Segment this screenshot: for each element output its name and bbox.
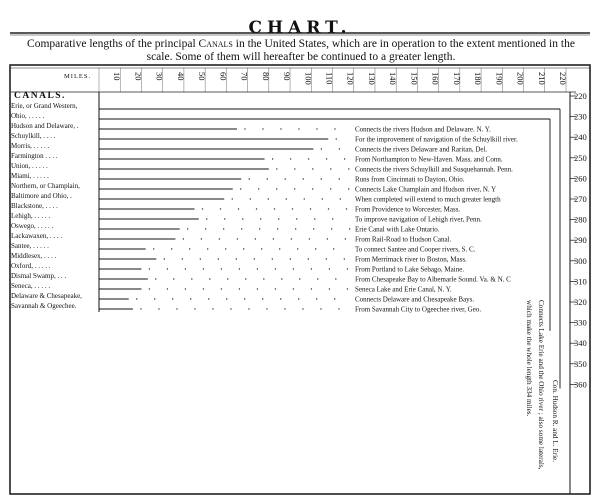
top-tick-label: 200 bbox=[515, 72, 526, 85]
right-tick-label: 330 bbox=[574, 317, 587, 328]
canal-description: When completed will extend to much greater length bbox=[355, 195, 501, 204]
leader-dot bbox=[344, 258, 345, 259]
category-label: Oxford, . . . . . bbox=[11, 262, 51, 270]
top-tick-label: 20 bbox=[133, 72, 144, 81]
leader-dot bbox=[297, 248, 298, 249]
leader-dot bbox=[240, 188, 241, 189]
leader-dot bbox=[315, 248, 316, 249]
canal-description: Connects Lake Champlain and Hudson river, N. Y bbox=[355, 185, 497, 194]
canal-description: For the improvement of navigation of the Schuylkill river. bbox=[355, 135, 518, 144]
leader-dot bbox=[257, 288, 258, 289]
category-label: Schuylkill, . . . . bbox=[11, 132, 56, 140]
leader-dot bbox=[308, 158, 309, 159]
leader-dot bbox=[294, 168, 295, 169]
leader-dot bbox=[227, 278, 228, 279]
canal-description: Erie Canal with Lake Ontario. bbox=[355, 225, 440, 234]
leader-dot bbox=[272, 258, 273, 259]
leader-dot bbox=[321, 178, 322, 179]
category-label: Union, . . . . . bbox=[11, 162, 48, 170]
top-tick-label: 100 bbox=[303, 72, 314, 85]
leader-dot bbox=[266, 308, 267, 309]
leader-dot bbox=[322, 198, 323, 199]
leader-dot bbox=[326, 158, 327, 159]
leader-dot bbox=[347, 268, 348, 269]
leader-dot bbox=[329, 288, 330, 289]
leader-dot bbox=[191, 278, 192, 279]
leader-dot bbox=[239, 268, 240, 269]
x-axis-label: MILES. bbox=[64, 73, 92, 80]
right-tick-label: 290 bbox=[574, 235, 587, 246]
leader-dot bbox=[299, 278, 300, 279]
top-tick-label: 70 bbox=[239, 72, 250, 81]
top-tick-label: 40 bbox=[175, 72, 186, 81]
top-tick-label: 50 bbox=[197, 72, 208, 81]
leader-dot bbox=[311, 288, 312, 289]
category-label: Oswego, . . . . . bbox=[11, 222, 54, 230]
leader-dot bbox=[284, 308, 285, 309]
leader-dot bbox=[335, 278, 336, 279]
right-tick-label: 320 bbox=[574, 297, 587, 307]
leader-dot bbox=[262, 128, 263, 129]
category-label: Blackstone, . . . . bbox=[11, 202, 58, 210]
leader-dot bbox=[155, 278, 156, 279]
leader-dot bbox=[172, 298, 173, 299]
leader-dot bbox=[290, 158, 291, 159]
right-tick-label: 360 bbox=[574, 379, 587, 390]
canal-description: From Rail-Road to Hudson Canal. bbox=[355, 235, 452, 244]
top-tick-label: 220 bbox=[558, 72, 568, 85]
leader-dot bbox=[276, 188, 277, 189]
leader-dot bbox=[201, 238, 202, 239]
top-tick-label: 60 bbox=[218, 72, 229, 81]
leader-dot bbox=[232, 198, 233, 199]
canal-description: From Northampton to New-Haven. Mass. and Conn. bbox=[355, 155, 503, 164]
leader-dot bbox=[230, 308, 231, 309]
leader-dot bbox=[189, 248, 190, 249]
canal-description: To connect Santee and Cooper rivers, S. C. bbox=[355, 245, 476, 254]
category-label: Baltimore and Ohio, . bbox=[11, 192, 72, 200]
leader-dot bbox=[158, 308, 159, 309]
top-tick-label: 120 bbox=[345, 72, 356, 85]
leader-dot bbox=[280, 298, 281, 299]
leader-dot bbox=[245, 278, 246, 279]
leader-dot bbox=[221, 288, 222, 289]
category-label: Lackawaxen, . . . . bbox=[11, 232, 63, 240]
leader-dot bbox=[153, 248, 154, 249]
right-tick-label: 340 bbox=[574, 338, 587, 349]
top-tick-label: 180 bbox=[473, 72, 484, 85]
leader-dot bbox=[248, 308, 249, 309]
leader-dot bbox=[208, 298, 209, 299]
leader-dot bbox=[254, 258, 255, 259]
category-label: Hudson and Delaware, . bbox=[11, 122, 79, 130]
leader-dot bbox=[182, 258, 183, 259]
leader-dot bbox=[312, 188, 313, 189]
leader-dot bbox=[220, 208, 221, 209]
leader-dot bbox=[317, 278, 318, 279]
leader-dot bbox=[316, 128, 317, 129]
leader-dot bbox=[171, 248, 172, 249]
canal-description: From Portland to Lake Sebago, Maine. bbox=[355, 265, 465, 274]
leader-dot bbox=[329, 268, 330, 269]
leader-dot bbox=[333, 248, 334, 249]
leader-dot bbox=[154, 298, 155, 299]
leader-dot bbox=[185, 268, 186, 269]
leader-dot bbox=[290, 258, 291, 259]
leader-dot bbox=[298, 298, 299, 299]
leader-dot bbox=[149, 288, 150, 289]
canal-description: Connects Delaware and Chesapeake Bays. bbox=[355, 295, 475, 304]
leader-dot bbox=[241, 228, 242, 229]
category-label: Farmington . . . . bbox=[11, 152, 58, 160]
right-tick-label: 310 bbox=[574, 276, 587, 287]
leader-dot bbox=[286, 198, 287, 199]
leader-dot bbox=[334, 298, 335, 299]
leader-dot bbox=[277, 228, 278, 229]
leader-dot bbox=[167, 288, 168, 289]
leader-dot bbox=[302, 308, 303, 309]
category-label: Ohio, . . . . . bbox=[11, 112, 45, 120]
leader-dot bbox=[339, 178, 340, 179]
leader-dot bbox=[326, 258, 327, 259]
leader-dot bbox=[257, 268, 258, 269]
leader-dot bbox=[292, 208, 293, 209]
category-label: Delaware & Chesapeake, bbox=[11, 292, 82, 300]
leader-dot bbox=[256, 208, 257, 209]
leader-dot bbox=[276, 168, 277, 169]
leader-dot bbox=[223, 228, 224, 229]
leader-dot bbox=[285, 178, 286, 179]
erie-vertical-note: Connects Lake Erie and the Ohio river ; also some laterals, bbox=[537, 300, 545, 470]
category-label: Dismal Swamp, . . . bbox=[11, 272, 67, 280]
top-tick-label: 150 bbox=[409, 72, 420, 85]
leader-dot bbox=[255, 238, 256, 239]
leader-dot bbox=[203, 288, 204, 289]
leader-dot bbox=[331, 228, 332, 229]
leader-dot bbox=[268, 198, 269, 199]
leader-dot bbox=[327, 238, 328, 239]
right-tick-label: 240 bbox=[574, 132, 587, 143]
right-tick-label: 230 bbox=[574, 111, 587, 122]
leader-dot bbox=[330, 168, 331, 169]
leader-dot bbox=[293, 268, 294, 269]
leader-dot bbox=[347, 288, 348, 289]
leader-dot bbox=[244, 128, 245, 129]
top-tick-label: 80 bbox=[260, 72, 271, 81]
erie-vertical-note-2: which make the whole length 334 miles. bbox=[525, 300, 533, 417]
leader-dot bbox=[261, 248, 262, 249]
leader-dot bbox=[239, 288, 240, 289]
canal-description: To improve navigation of Lehigh river, Penn. bbox=[355, 215, 482, 224]
top-tick-label: 110 bbox=[324, 72, 335, 85]
leader-dot bbox=[314, 218, 315, 219]
top-tick-label: 10 bbox=[112, 72, 123, 81]
right-tick-label: 350 bbox=[574, 358, 587, 369]
top-tick-label: 30 bbox=[154, 72, 165, 81]
leader-dot bbox=[149, 268, 150, 269]
leader-dot bbox=[345, 238, 346, 239]
canal-description: From Merrimack river to Boston, Mass. bbox=[355, 255, 467, 264]
leader-dot bbox=[293, 288, 294, 289]
category-label: Seneca, . . . . . bbox=[11, 282, 51, 290]
leader-dot bbox=[272, 158, 273, 159]
leader-dot bbox=[298, 128, 299, 129]
leader-dot bbox=[281, 278, 282, 279]
leader-dot bbox=[309, 238, 310, 239]
leader-dot bbox=[308, 258, 309, 259]
leader-dot bbox=[218, 258, 219, 259]
leader-dot bbox=[291, 238, 292, 239]
leader-dot bbox=[194, 308, 195, 309]
leader-dot bbox=[263, 278, 264, 279]
top-tick-label: 90 bbox=[282, 72, 293, 81]
canal-description: From Savannah City to Ogeechee river, Geo. bbox=[355, 305, 482, 314]
right-tick-label: 220 bbox=[574, 91, 587, 101]
chart-title: CHART. bbox=[248, 18, 352, 38]
category-heading: CANALS. bbox=[14, 91, 66, 101]
leader-dot bbox=[273, 238, 274, 239]
leader-dot bbox=[207, 248, 208, 249]
canal-description: From Chesapeake Bay to Albemarle Sound. Va. & N. C bbox=[355, 275, 511, 284]
leader-dot bbox=[312, 168, 313, 169]
leader-dot bbox=[200, 258, 201, 259]
right-tick-label: 250 bbox=[574, 152, 587, 163]
top-tick-label: 190 bbox=[494, 72, 505, 85]
leader-dot bbox=[295, 228, 296, 229]
subtitle-prefix: Comparative lengths of the principal bbox=[27, 38, 196, 50]
leader-dot bbox=[336, 138, 337, 139]
leader-dot bbox=[236, 258, 237, 259]
leader-dot bbox=[203, 268, 204, 269]
category-label: Morris, . . . . . bbox=[11, 142, 50, 150]
right-tick-label: 260 bbox=[574, 173, 587, 184]
leader-dot bbox=[250, 198, 251, 199]
subtitle-rest: in the United States, which are in operation to the extent mentioned in the scale. Some of them will hereafter be continued to a greater length. bbox=[146, 38, 575, 63]
leader-dot bbox=[348, 188, 349, 189]
leader-dot bbox=[244, 298, 245, 299]
leader-dot bbox=[167, 268, 168, 269]
leader-dot bbox=[348, 168, 349, 169]
leader-dot bbox=[294, 188, 295, 189]
leader-dot bbox=[303, 178, 304, 179]
leader-dot bbox=[334, 128, 335, 129]
leader-dot bbox=[321, 148, 322, 149]
leader-dot bbox=[225, 248, 226, 249]
leader-dot bbox=[258, 188, 259, 189]
leader-dot bbox=[238, 208, 239, 209]
leader-dot bbox=[332, 218, 333, 219]
leader-dot bbox=[206, 218, 207, 219]
category-label: Middlesex, . . . . bbox=[11, 252, 57, 260]
leader-dot bbox=[221, 268, 222, 269]
leader-dot bbox=[346, 208, 347, 209]
leader-dot bbox=[259, 228, 260, 229]
leader-dot bbox=[304, 198, 305, 199]
leader-dot bbox=[224, 218, 225, 219]
leader-dot bbox=[183, 238, 184, 239]
leader-dot bbox=[212, 308, 213, 309]
leader-dot bbox=[275, 288, 276, 289]
leader-dot bbox=[237, 238, 238, 239]
canal-description: Runs from Cincinnati to Dayton, Ohio. bbox=[355, 175, 465, 184]
leader-dot bbox=[320, 308, 321, 309]
leader-dot bbox=[242, 218, 243, 219]
leader-dot bbox=[339, 148, 340, 149]
leader-dot bbox=[279, 248, 280, 249]
category-label: Miami, . . . . . bbox=[11, 172, 49, 180]
leader-dot bbox=[219, 238, 220, 239]
canal-description: Connects the rivers Hudson and Delaware. N. Y. bbox=[355, 125, 491, 134]
top-tick-label: 160 bbox=[430, 72, 441, 85]
leader-dot bbox=[310, 208, 311, 209]
leader-dot bbox=[136, 298, 137, 299]
leader-dot bbox=[190, 298, 191, 299]
right-tick-label: 300 bbox=[574, 255, 587, 266]
leader-dot bbox=[209, 278, 210, 279]
leader-dot bbox=[344, 158, 345, 159]
leader-dot bbox=[226, 298, 227, 299]
top-tick-label: 140 bbox=[388, 72, 399, 85]
leader-dot bbox=[330, 188, 331, 189]
leader-dot bbox=[338, 308, 339, 309]
top-tick-label: 210 bbox=[536, 72, 547, 85]
leader-dot bbox=[205, 228, 206, 229]
leader-dot bbox=[296, 218, 297, 219]
leader-dot bbox=[275, 268, 276, 269]
leader-dot bbox=[278, 218, 279, 219]
canal-description: Connects the rivers Schuylkill and Susquehannah. Penn. bbox=[355, 165, 513, 174]
canal-description: Seneca Lake and Erie Canal, N. Y. bbox=[355, 285, 452, 294]
top-tick-label: 170 bbox=[451, 72, 462, 85]
leader-dot bbox=[262, 298, 263, 299]
leader-dot bbox=[249, 178, 250, 179]
subtitle-canals-word: Canals bbox=[198, 38, 233, 50]
leader-dot bbox=[340, 198, 341, 199]
right-tick-label: 270 bbox=[574, 194, 587, 204]
category-label: Savannah & Ogeechee. bbox=[11, 302, 77, 310]
leader-dot bbox=[164, 258, 165, 259]
leader-dot bbox=[280, 128, 281, 129]
leader-dot bbox=[187, 228, 188, 229]
leader-dot bbox=[202, 208, 203, 209]
leader-dot bbox=[267, 178, 268, 179]
leader-dot bbox=[176, 308, 177, 309]
leader-dot bbox=[316, 298, 317, 299]
category-label: Santee, . . . . . bbox=[11, 242, 49, 250]
category-label: Erie, or Grand Western, bbox=[11, 102, 78, 110]
canal-description: Connects the rivers Delaware and Raritan, Del. bbox=[355, 145, 488, 154]
ohio-vertical-note: Con. Hudson R. and L. Erie. bbox=[551, 380, 559, 463]
leader-dot bbox=[349, 228, 350, 229]
leader-dot bbox=[311, 268, 312, 269]
leader-dot bbox=[243, 248, 244, 249]
leader-dot bbox=[185, 288, 186, 289]
category-label: Northern, or Champlain, bbox=[11, 182, 80, 190]
leader-dot bbox=[328, 208, 329, 209]
leader-dot bbox=[260, 218, 261, 219]
canal-description: From Providence to Worcester, Mass. bbox=[355, 205, 461, 214]
leader-dot bbox=[274, 208, 275, 209]
leader-dot bbox=[173, 278, 174, 279]
leader-dot bbox=[313, 228, 314, 229]
leader-dot bbox=[140, 308, 141, 309]
category-label: Lehigh, . . . . . bbox=[11, 212, 51, 220]
right-tick-label: 280 bbox=[574, 214, 587, 225]
top-tick-label: 130 bbox=[366, 72, 377, 85]
